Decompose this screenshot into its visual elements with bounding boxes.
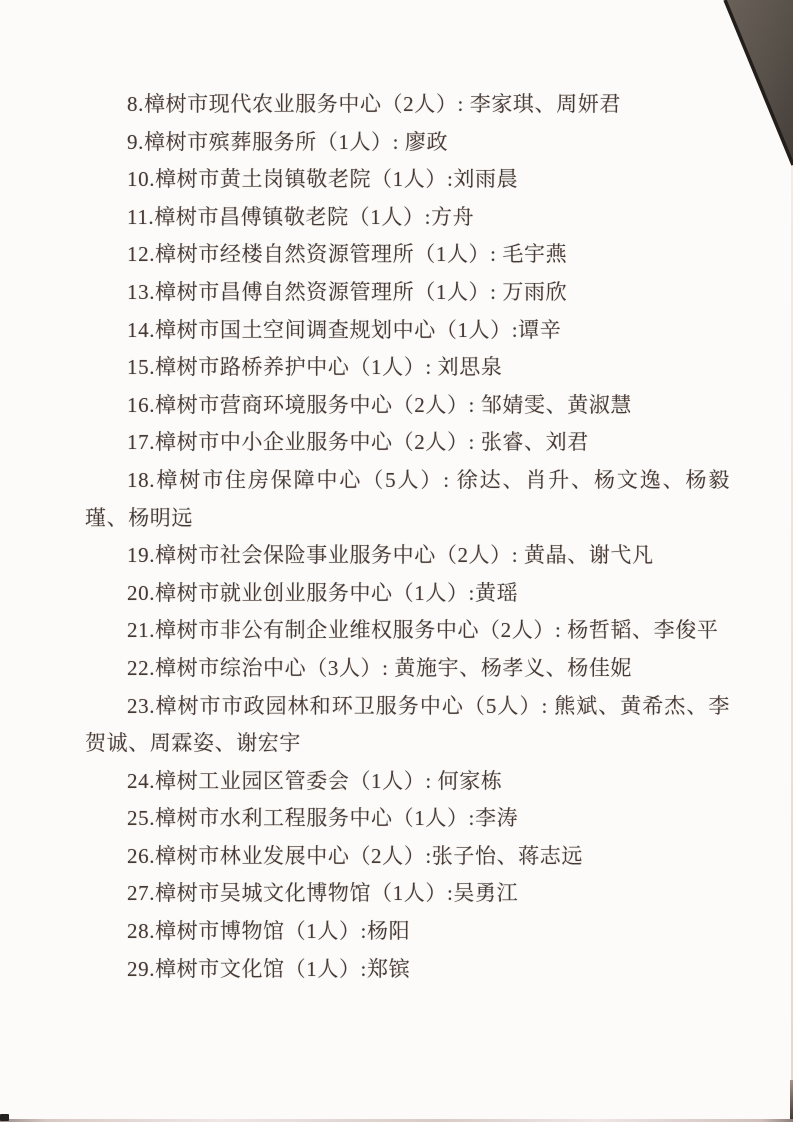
list-entry: 28.樟树市博物馆（1人）:杨阳 — [127, 919, 411, 944]
list-entry: 18.樟树市住房保障中心（5人）: 徐达、肖升、杨文逸、杨毅瑾、杨明远 — [85, 467, 730, 530]
list-entry: 10.樟树市黄土岗镇敬老院（1人）:刘雨晨 — [127, 167, 519, 192]
scan-corner-dot — [0, 1114, 9, 1121]
scan-corner-artifact — [720, 0, 793, 168]
list-entry: 19.樟树市社会保险事业服务中心（2人）: 黄晶、谢弋凡 — [127, 543, 654, 568]
list-entry: 25.樟树市水利工程服务中心（1人）:李涛 — [127, 806, 519, 831]
list-entry: 16.樟树市营商环境服务中心（2人）: 邹婧雯、黄淑慧 — [127, 392, 633, 417]
list-entry: 9.樟树市殡葬服务所（1人）: 廖政 — [127, 129, 449, 154]
list-entry: 23.樟树市市政园林和环卫服务中心（5人）: 熊斌、黄希杰、李贺诚、周霖姿、谢宏宇 — [85, 693, 730, 756]
list-entry: 22.樟树市综治中心（3人）: 黄施宇、杨孝义、杨佳妮 — [127, 655, 633, 680]
list-entry: 11.樟树市昌傅镇敬老院（1人）:方舟 — [127, 204, 475, 229]
list-entry: 13.樟树市昌傅自然资源管理所（1人）: 万雨欣 — [127, 279, 568, 304]
list-entry: 12.樟树市经楼自然资源管理所（1人）: 毛宇燕 — [127, 242, 568, 267]
list-entry: 27.樟树市吴城文化博物馆（1人）:吴勇江 — [127, 881, 519, 906]
appointment-list — [85, 86, 730, 988]
list-entry: 17.樟树市中小企业服务中心（2人）: 张睿、刘君 — [127, 430, 589, 455]
list-entry: 21.樟树市非公有制企业维权服务中心（2人）: 杨哲韬、李俊平 — [127, 618, 719, 643]
list-entry: 24.樟树工业园区管委会（1人）: 何家栋 — [127, 768, 503, 793]
list-entry: 20.樟树市就业创业服务中心（1人）:黄瑶 — [127, 580, 519, 605]
list-entry: 26.樟树市林业发展中心（2人）:张子怡、蒋志远 — [127, 843, 583, 868]
list-entry: 29.樟树市文化馆（1人）:郑镔 — [127, 956, 411, 981]
list-entry: 8.樟树市现代农业服务中心（2人）: 李家琪、周妍君 — [127, 92, 621, 116]
list-entry: 14.樟树市国土空间调查规划中心（1人）:谭辛 — [127, 317, 562, 342]
list-entry: 15.樟树市路桥养护中心（1人）: 刘思泉 — [127, 355, 503, 380]
